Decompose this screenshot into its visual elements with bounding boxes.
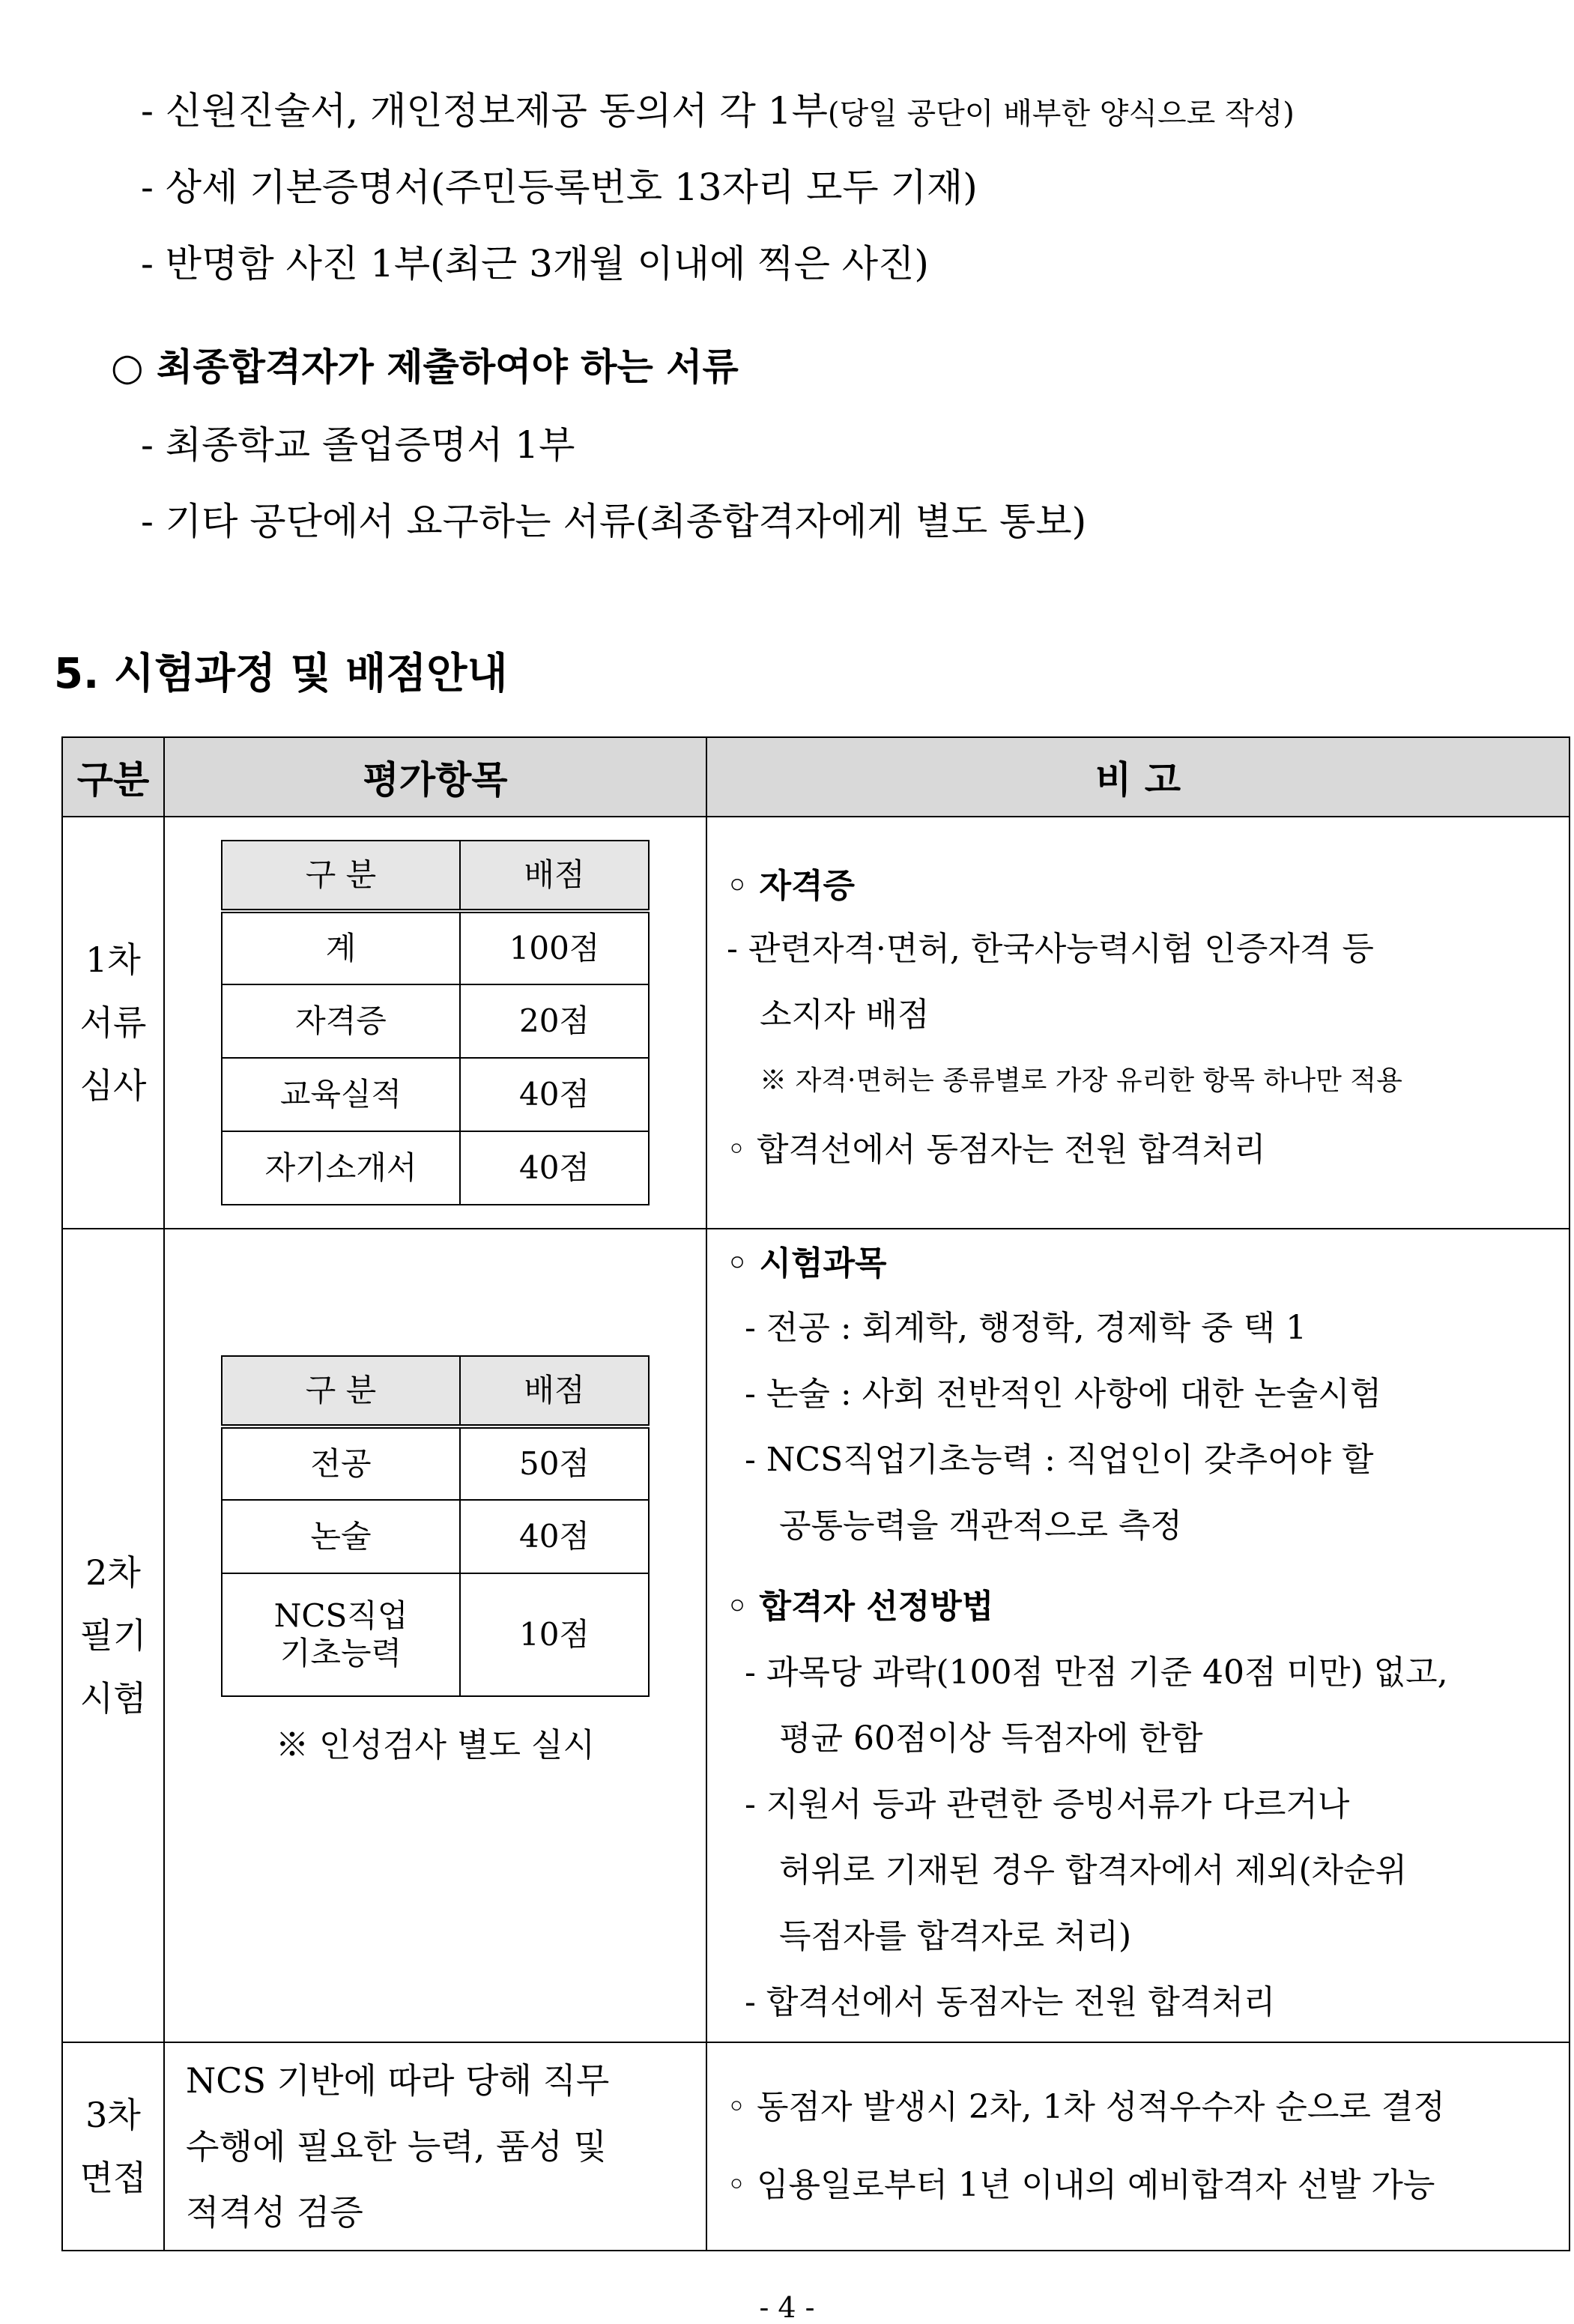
remark-line: 공통능력을 객관적으로 측정 [779,1507,1183,1545]
final-doc-item-2: - 기타 공단에서 요구하는 서류(최종합격자에게 별도 통보) [141,500,1087,543]
remark-line: 평균 60점이상 득점자에 한함 [779,1719,1203,1758]
score-item: 교육실적 [222,1058,460,1131]
stage2-score-table [221,1355,650,1697]
header-remarks: 비 고 [706,737,1570,817]
score-value: 100점 [460,911,649,984]
remark-line: - 논술 : 사회 전반적인 사항에 대한 논술시험 [745,1375,1382,1413]
remark-heading: ◦ 자격증 [727,867,855,905]
doc-item-3: - 반명함 사진 1부(최근 3개월 이내에 찍은 사진) [141,242,929,285]
remark-line: - 합격선에서 동점자는 전원 합격처리 [745,1983,1276,2021]
remark-line: - 지원서 등과 관련한 증빙서류가 다르거나 [745,1785,1350,1824]
stage2-row [62,1229,1570,2042]
remark-line: ◦ 합격선에서 동점자는 전원 합격처리 [727,1131,1266,1169]
stage3-remarks [706,2042,1570,2251]
doc-item-1: - 신원진술서, 개인정보제공 동의서 각 1부(당일 공단이 배부한 양식으로 작성) [141,89,1295,133]
page-number: - 4 - [759,2291,815,2324]
section-title: 5. 시험과정 및 배점안내 [54,650,508,698]
remark-line: - NCS직업기초능력 : 직업인이 갖추어야 할 [745,1441,1374,1479]
remark-line: 득점자를 합격자로 처리) [779,1917,1132,1955]
inner-header: 구 분 [222,1356,460,1426]
score-value: 40점 [460,1500,649,1573]
score-value: 20점 [460,984,649,1058]
remark-note: ※ 자격·면허는 종류별로 가장 유리한 항목 하나만 적용 [760,1065,1402,1096]
stage1-evaluation [164,817,706,1229]
stage1-remarks [706,817,1570,1229]
stage2-remarks [706,1229,1570,2042]
score-item: 계 [222,911,460,984]
remark-line: ◦ 동점자 발생시 2차, 1차 성적우수자 순으로 결정 [727,2088,1445,2126]
score-item: NCS직업 기초능력 [222,1573,460,1696]
remark-line: - 전공 : 회계학, 행정학, 경제학 중 택 1 [745,1309,1307,1347]
stage3-label: 3차 면접 [62,2042,164,2251]
score-item: 자기소개서 [222,1131,460,1205]
inner-header: 배점 [460,1356,649,1426]
exam-process-table [61,736,1570,2251]
inner-header: 구 분 [222,841,460,911]
score-item: 논술 [222,1500,460,1573]
eval-line: 수행에 필요한 능력, 품성 및 [186,2126,607,2167]
inner-header: 배점 [460,841,649,911]
stage1-row [62,817,1570,1229]
doc-item-2: - 상세 기본증명서(주민등록번호 13자리 모두 기재) [141,166,978,209]
personality-test-note: ※ 인성검사 별도 실시 [276,1726,595,1764]
stage1-score-table [221,840,650,1205]
stage2-label: 2차 필기 시험 [62,1229,164,2042]
score-value: 40점 [460,1131,649,1205]
remark-heading: ◦ 합격자 선정방법 [727,1588,994,1626]
eval-line: NCS 기반에 따라 당해 직무 [186,2060,610,2101]
header-category: 구분 [62,737,164,817]
stage1-label: 1차 서류 심사 [62,817,164,1229]
score-value: 10점 [460,1573,649,1696]
remark-line: 허위로 기재된 경우 합격자에서 제외(차순위 [779,1851,1408,1889]
score-item: 전공 [222,1426,460,1500]
stage2-evaluation [164,1229,706,2042]
remark-line: ◦ 임용일로부터 1년 이내의 예비합격자 선발 가능 [727,2166,1435,2204]
score-value: 40점 [460,1058,649,1131]
score-value: 50점 [460,1426,649,1500]
header-evaluation: 평가항목 [164,737,706,817]
remark-line: - 관련자격·면허, 한국사능력시험 인증자격 등 [727,930,1374,968]
remark-line: 소지자 배점 [760,996,930,1034]
score-item: 자격증 [222,984,460,1058]
final-docs-heading: ○ 최종합격자가 제출하여야 하는 서류 [111,345,739,389]
stage3-row [62,2042,1570,2251]
eval-line: 적격성 검증 [186,2192,363,2233]
stage3-evaluation [164,2042,706,2251]
remark-heading: ◦ 시험과목 [727,1244,887,1283]
final-doc-item-1: - 최종학교 졸업증명서 1부 [141,423,575,467]
remark-line: - 과목당 과락(100점 만점 기준 40점 미만) 없고, [745,1653,1448,1692]
